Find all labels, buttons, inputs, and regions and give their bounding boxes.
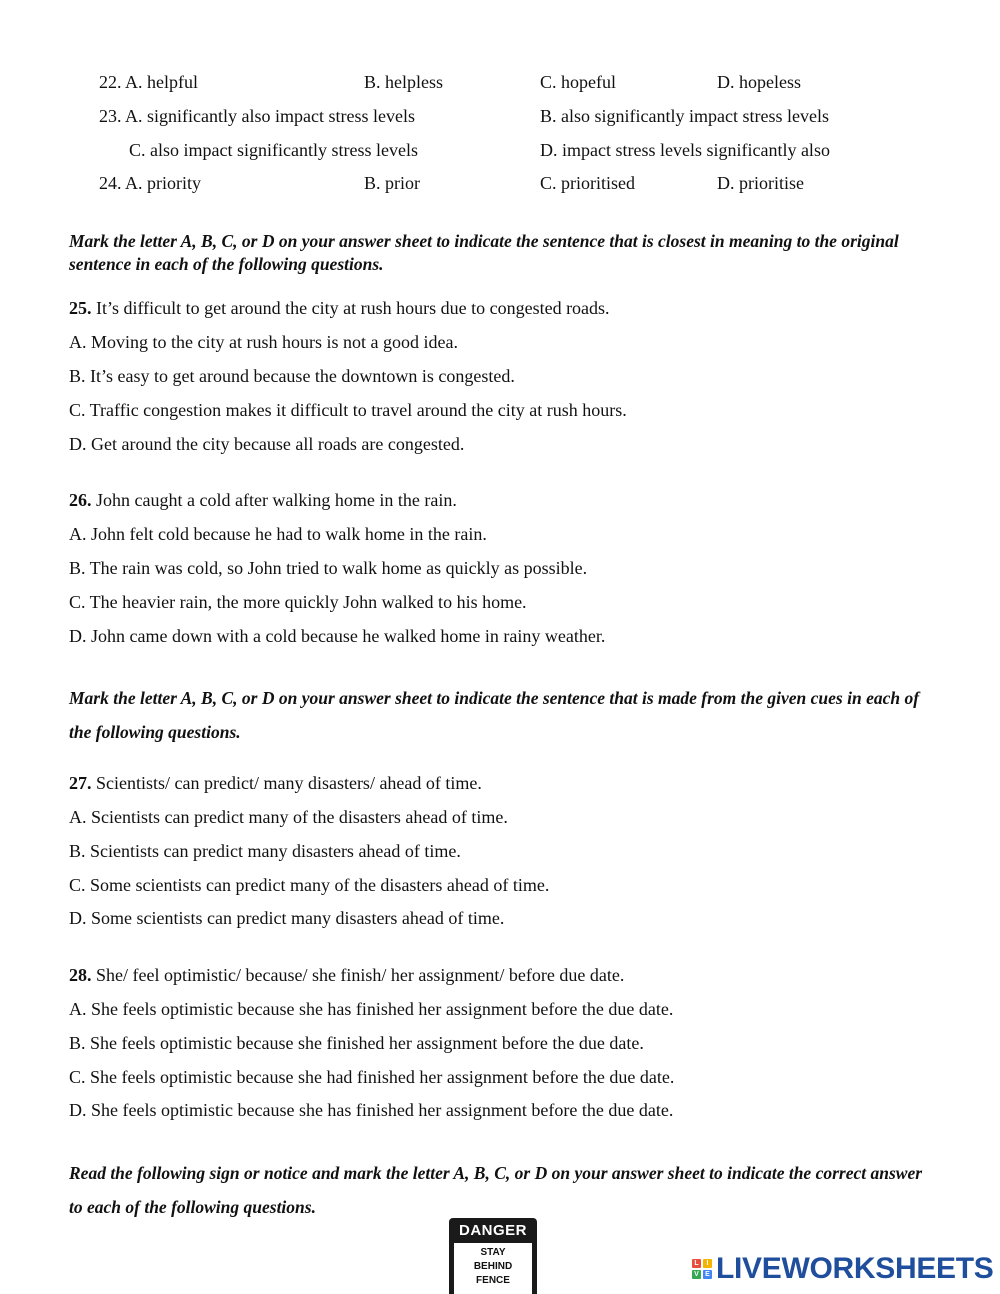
sign-header: DANGER (458, 1222, 527, 1239)
option-b: B. She feels optimistic because she finished her assignment before the due date. (69, 1033, 644, 1053)
question-text: Scientists/ can predict/ many disasters/ ahead of time. (96, 773, 482, 793)
question-number: 26. (69, 490, 92, 510)
logo-text: LIVEWORKSHEETS (716, 1252, 994, 1285)
question-24 (99, 172, 201, 194)
danger-sign (449, 1218, 537, 1294)
option-b: B. prior (364, 173, 420, 193)
option-c: C. hopeful (540, 72, 616, 92)
option-b: B. Scientists can predict many disasters ahead of time. (69, 841, 461, 861)
question-22 (99, 71, 198, 93)
option-c: C. Traffic congestion makes it difficult to travel around the city at rush hours. (69, 400, 627, 420)
question-number: 23. (99, 106, 122, 126)
question-number: 24. (99, 173, 122, 193)
question-28-stem (69, 964, 624, 986)
option-c: C. also impact significantly stress levels (129, 140, 418, 160)
option-b: B. also significantly impact stress levels (540, 106, 829, 126)
logo-icon-letter: I (703, 1259, 712, 1268)
option-c: C. The heavier rain, the more quickly John walked to his home. (69, 592, 527, 612)
option-a: A. priority (125, 173, 202, 193)
logo-icon-letter: E (703, 1270, 712, 1279)
option-a: A. significantly also impact stress levels (125, 106, 415, 126)
option-c: C. Some scientists can predict many of the disasters ahead of time. (69, 875, 550, 895)
question-23 (99, 105, 415, 127)
sign-body (454, 1243, 532, 1294)
option-d: D. She feels optimistic because she has finished her assignment before the due date. (69, 1100, 674, 1120)
option-d: D. Some scientists can predict many disasters ahead of time. (69, 908, 505, 928)
question-25-stem (69, 297, 610, 319)
question-text: John caught a cold after walking home in the rain. (96, 490, 457, 510)
section-instruction: Read the following sign or notice and mark the letter A, B, C, or D on your answer sheet to indicate the correct answer to each of the following questions. (69, 1163, 923, 1217)
option-d: D. John came down with a cold because he walked home in rainy weather. (69, 626, 606, 646)
option-a: A. Moving to the city at rush hours is not a good idea. (69, 332, 458, 352)
option-c: C. prioritised (540, 173, 635, 193)
section-instruction: Mark the letter A, B, C, or D on your answer sheet to indicate the sentence that is made from the given cues in each of the following questions. (69, 688, 920, 742)
question-26-stem (69, 489, 457, 511)
question-number: 25. (69, 298, 92, 318)
option-d: D. impact stress levels significantly also (540, 140, 830, 160)
option-d: D. hopeless (717, 72, 801, 92)
question-text: She/ feel optimistic/ because/ she finish/ her assignment/ before due date. (96, 965, 625, 985)
sign-line: BEHIND (473, 1261, 513, 1272)
option-a: A. helpful (125, 72, 198, 92)
sign-line: FENCE (476, 1275, 510, 1286)
section-instruction: Mark the letter A, B, C, or D on your answer sheet to indicate the sentence that is closest in meaning to the original sentence in each of the following questions. (69, 231, 899, 274)
option-b: B. helpless (364, 72, 443, 92)
option-d: D. Get around the city because all roads are congested. (69, 434, 465, 454)
option-d: D. prioritise (717, 173, 804, 193)
option-a: A. John felt cold because he had to walk home in the rain. (69, 524, 487, 544)
question-number: 28. (69, 965, 92, 985)
option-b: B. It’s easy to get around because the downtown is congested. (69, 366, 515, 386)
option-c: C. She feels optimistic because she had finished her assignment before the due date. (69, 1067, 675, 1087)
logo-icon (692, 1259, 712, 1279)
question-text: It’s difficult to get around the city at rush hours due to congested roads. (96, 298, 610, 318)
question-number: 22. (99, 72, 122, 92)
question-27-stem (69, 772, 482, 794)
option-a: A. She feels optimistic because she has finished her assignment before the due date. (69, 999, 674, 1019)
option-a: A. Scientists can predict many of the disasters ahead of time. (69, 807, 508, 827)
liveworksheets-logo[interactable] (692, 1252, 994, 1286)
logo-icon-letter: L (692, 1259, 701, 1268)
option-b: B. The rain was cold, so John tried to walk home as quickly as possible. (69, 558, 588, 578)
logo-icon-letter: V (692, 1270, 701, 1279)
question-number: 27. (69, 773, 92, 793)
sign-line: STAY (480, 1247, 506, 1258)
